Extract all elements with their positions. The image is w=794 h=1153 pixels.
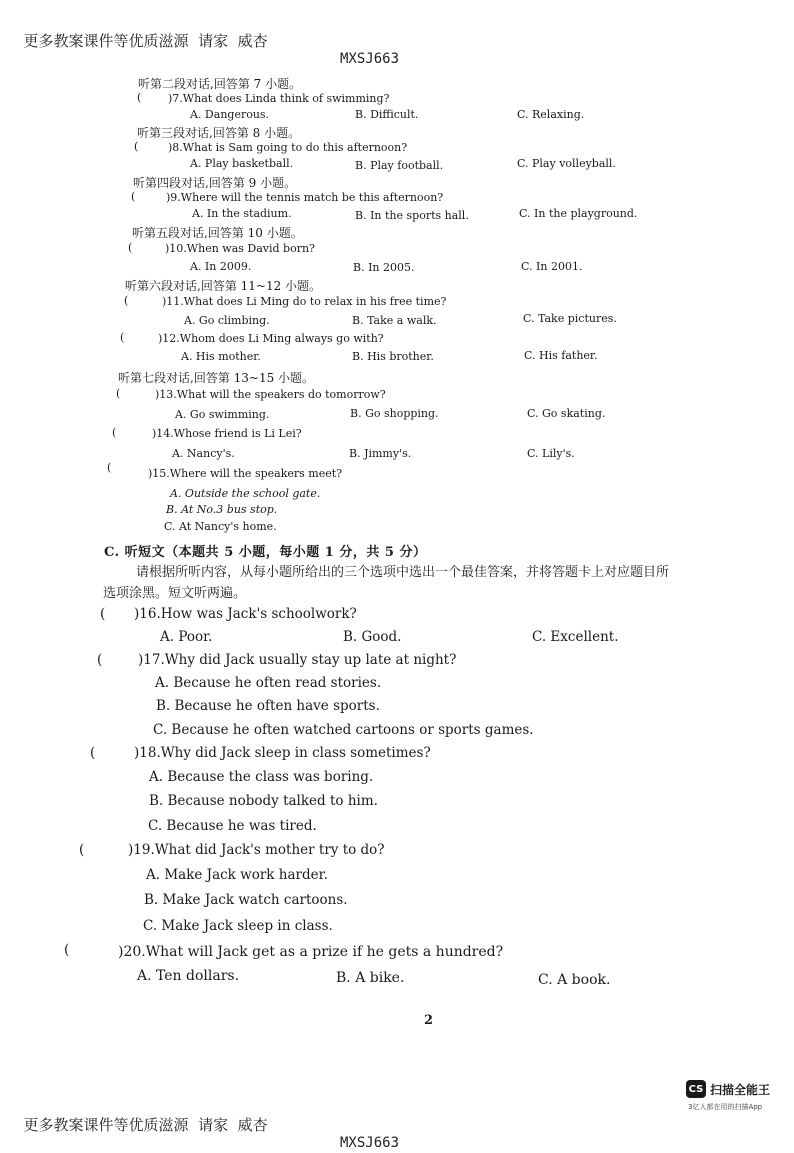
section-instruction: 请根据所听内容，从每小题所给出的三个选项中选出一个最佳答案，并将答题卡上对应题目所	[136, 565, 670, 580]
option-b: B. Take a walk.	[352, 314, 437, 327]
option-b: B. His brother.	[352, 350, 434, 363]
option-a: A. Go swimming.	[175, 408, 270, 421]
option-a: A. In 2009.	[190, 260, 252, 273]
answer-blank: (	[64, 942, 70, 958]
option-c: C. At Nancy's home.	[164, 520, 277, 533]
option-c: C. Go skating.	[527, 407, 606, 420]
option-b: B. Because nobody talked to him.	[149, 793, 378, 809]
option-b: B. Because he often have sports.	[156, 698, 380, 714]
answer-blank: (	[120, 331, 125, 344]
dialogue-heading: 听第二段对话,回答第 7 小题。	[138, 77, 302, 91]
section-title: C. 听短文（本题共 5 小题，每小题 1 分，共 5 分）	[104, 545, 427, 560]
option-a: A. Outside the school gate.	[170, 487, 321, 500]
option-b: B. In 2005.	[353, 261, 415, 274]
scanner-tagline: 3亿人都在用的扫描App	[688, 1103, 763, 1111]
footer-code: MXSJ663	[340, 1135, 400, 1151]
option-b: B. Go shopping.	[350, 407, 439, 420]
question-text: )12.Whom does Li Ming always go with?	[158, 332, 384, 345]
option-b: B. Make Jack watch cartoons.	[144, 892, 348, 908]
answer-blank: (	[90, 745, 96, 761]
answer-blank: (	[97, 652, 103, 668]
question-text: )19.What did Jack's mother try to do?	[128, 842, 385, 858]
answer-blank: (	[116, 387, 121, 400]
header-text: 更多教案课件等优质滋源 请家 威杏	[23, 32, 268, 50]
question-text: )20.What will Jack get as a prize if he gets a hundred?	[118, 944, 504, 960]
question-text: )16.How was Jack's schoolwork?	[134, 606, 357, 622]
option-a: A. In the stadium.	[192, 207, 292, 220]
option-b: B. Good.	[343, 629, 402, 645]
footer-text: 更多教案课件等优质滋源 请家 威杏	[23, 1116, 268, 1134]
question-text: )18.Why did Jack sleep in class sometimes?	[134, 745, 431, 761]
option-c: C. A book.	[538, 972, 611, 988]
dialogue-heading: 听第三段对话,回答第 8 小题。	[137, 126, 301, 140]
answer-blank: (	[128, 241, 133, 254]
option-b: B. At No.3 bus stop.	[166, 503, 278, 516]
question-text: )8.What is Sam going to do this afternoon?	[168, 141, 408, 154]
question-text: )10.When was David born?	[165, 242, 315, 255]
question-text: )9.Where will the tennis match be this afternoon?	[166, 191, 444, 204]
section-instruction: 选项涂黑。短文听两遍。	[103, 586, 247, 601]
question-text: )13.What will the speakers do tomorrow?	[155, 388, 386, 401]
question-text: )11.What does Li Ming do to relax in his free time?	[162, 295, 447, 308]
answer-blank: (	[137, 91, 142, 104]
option-a: A. Make Jack work harder.	[146, 867, 328, 883]
option-c: C. Play volleyball.	[517, 157, 616, 170]
option-c: C. Make Jack sleep in class.	[143, 918, 333, 934]
option-c: C. Lily's.	[527, 447, 575, 460]
question-text: )14.Whose friend is Li Lei?	[152, 427, 302, 440]
option-a: A. Because he often read stories.	[155, 675, 382, 691]
option-a: A. His mother.	[181, 350, 261, 363]
option-a: A. Ten dollars.	[137, 968, 240, 984]
option-a: A. Because the class was boring.	[149, 769, 374, 785]
header-code: MXSJ663	[340, 51, 400, 67]
answer-blank: (	[100, 606, 106, 622]
answer-blank: (	[134, 140, 139, 153]
dialogue-heading: 听第五段对话,回答第 10 小题。	[132, 226, 303, 240]
option-c: C. Relaxing.	[517, 108, 585, 121]
option-a: A. Go climbing.	[184, 314, 270, 327]
option-c: C. Because he often watched cartoons or sports games.	[153, 722, 534, 738]
option-b: B. A bike.	[336, 970, 405, 986]
question-text: )17.Why did Jack usually stay up late at night?	[138, 652, 457, 668]
option-a: A. Dangerous.	[190, 108, 270, 121]
dialogue-heading: 听第四段对话,回答第 9 小题。	[133, 176, 297, 190]
answer-blank: (	[131, 190, 136, 203]
option-c: C. Because he was tired.	[148, 818, 317, 834]
option-b: B. In the sports hall.	[355, 209, 469, 222]
option-b: B. Difficult.	[355, 108, 419, 121]
answer-blank: (	[79, 842, 85, 858]
option-c: C. Excellent.	[532, 629, 619, 645]
option-b: B. Play football.	[355, 159, 444, 172]
scanner-brand-name: 扫描全能王	[710, 1082, 771, 1097]
dialogue-heading: 听第六段对话,回答第 11~12 小题。	[125, 279, 322, 293]
option-a: A. Poor.	[160, 629, 213, 645]
question-text: )7.What does Linda think of swimming?	[168, 92, 390, 105]
option-a: A. Play basketball.	[190, 157, 294, 170]
answer-blank: (	[124, 294, 129, 307]
dialogue-heading: 听第七段对话,回答第 13~15 小题。	[118, 371, 315, 385]
option-c: C. His father.	[524, 349, 598, 362]
question-text: )15.Where will the speakers meet?	[148, 467, 343, 480]
answer-blank: (	[112, 426, 117, 439]
scanner-logo	[686, 1080, 770, 1098]
cs-logo-icon: CS	[686, 1080, 706, 1098]
page-number: 2	[424, 1013, 434, 1028]
option-a: A. Nancy's.	[172, 447, 235, 460]
option-c: C. Take pictures.	[523, 312, 617, 325]
answer-blank: (	[107, 461, 112, 474]
option-c: C. In 2001.	[521, 260, 583, 273]
page-footer	[14, 1096, 400, 1153]
option-c: C. In the playground.	[519, 207, 638, 220]
option-b: B. Jimmy's.	[349, 447, 412, 460]
